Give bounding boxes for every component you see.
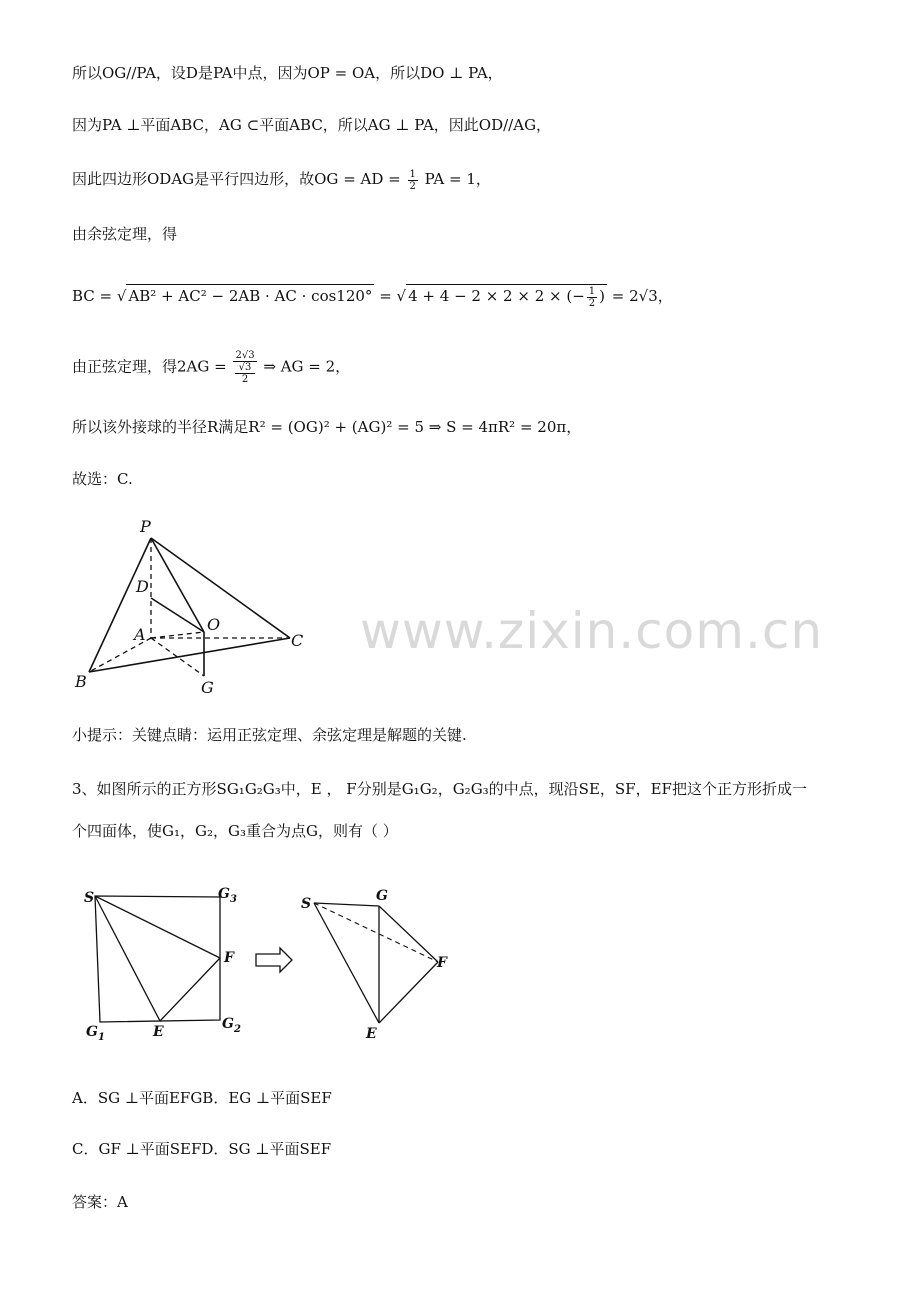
edge-do — [151, 598, 204, 632]
fraction-denominator: 2 — [409, 180, 416, 192]
edge-sf-hidden — [314, 903, 438, 962]
square-sg1g2g3 — [95, 896, 220, 1022]
edge-po — [151, 538, 204, 632]
answer-line: 答案：A — [72, 1193, 128, 1211]
edge-ef — [379, 962, 438, 1023]
fraction-numerator: 1 — [588, 285, 596, 297]
label-g-right: G — [376, 888, 388, 904]
hint-line: 小提示：关键点睛：运用正弦定理、余弦定理是解题的关键. — [72, 726, 467, 744]
edge-se — [314, 903, 379, 1023]
fold-se — [95, 896, 160, 1021]
pyramid-figure — [70, 512, 330, 702]
fraction-half — [408, 169, 418, 192]
sub-fraction-top: √3 — [235, 362, 254, 374]
label-e-left: E — [153, 1024, 164, 1040]
label-s-right: S — [301, 896, 312, 912]
label-g1: $G_1$ — [86, 1024, 105, 1043]
sub-fraction-bottom: 2 — [241, 374, 249, 385]
text-line-3 — [72, 168, 491, 192]
label-b: B — [75, 672, 87, 691]
arrow-right-icon — [256, 948, 292, 972]
text-line-7: 所以该外接球的半径R满足R² = (OG)² + (AG)² = 5 ⇒ S = 4πR² = 20π， — [72, 418, 582, 436]
text-line-answer-choice: 故选：C. — [72, 470, 133, 488]
label-o: O — [207, 615, 221, 634]
label-f-left: F — [224, 950, 234, 966]
radicand-2 — [406, 284, 607, 309]
text-line-1: 所以OG//PA，设D是PA中点，因为OP = OA，所以DO ⊥ PA， — [72, 64, 503, 82]
text-line-3-a: 因此四边形ODAG是平行四边形，故OG = AD = — [72, 170, 401, 188]
formula-cosine-law — [72, 284, 673, 309]
label-f-right: F — [437, 955, 447, 971]
question-3-line-1: 3、如图所示的正方形SG₁G₂G₃中，E ， F分别是G₁G₂，G₂G₃的中点，现沿SE，SF，EF把这个正方形折成一 — [72, 780, 807, 798]
fraction-numerator: 1 — [409, 168, 416, 180]
label-d: D — [136, 577, 149, 596]
label-g2: $G_2$ — [222, 1016, 241, 1035]
text-line-3-b: PA = 1， — [424, 170, 491, 188]
edge-pc — [151, 538, 290, 638]
question-3-line-2: 个四面体，使G₁，G₂，G₃重合为点G，则有（ ） — [72, 822, 398, 840]
fraction-denominator — [233, 362, 256, 385]
fraction-numerator: 2√3 — [235, 350, 255, 361]
fold-sf — [95, 896, 220, 958]
label-s-left: S — [84, 890, 95, 906]
label-p: P — [140, 517, 151, 536]
edge-gf — [379, 906, 438, 962]
label-e-right: E — [366, 1026, 377, 1042]
edge-ao-hidden — [151, 632, 204, 638]
formula-eq: = √ — [374, 287, 407, 305]
fraction-denominator: 2 — [588, 297, 596, 309]
text-line-2: 因为PA ⊥平面ABC，AG ⊂平面ABC，所以AG ⊥ PA，因此OD//AG， — [72, 116, 552, 134]
option-c-d: C．GF ⊥平面SEFD．SG ⊥平面SEF — [72, 1140, 332, 1158]
text-line-4: 由余弦定理，得 — [72, 225, 178, 243]
radicand-2-a: 4 + 4 − 2 × 2 × 2 × (− — [408, 287, 585, 305]
label-g3: $G_3$ — [218, 886, 237, 905]
radicand-1: AB² + AC² − 2AB · AC · cos120° — [126, 284, 374, 307]
fraction-sine — [233, 350, 256, 385]
fold-ef — [160, 958, 220, 1021]
edge-pb — [89, 538, 151, 672]
label-c: C — [291, 631, 304, 650]
label-a: A — [134, 625, 146, 644]
formula-result: = 2√3， — [607, 287, 673, 305]
edge-sg — [314, 903, 379, 906]
option-a-b: A．SG ⊥平面EFGB．EG ⊥平面SEF — [72, 1089, 332, 1107]
sine-law-prefix: 由正弦定理，得2AG = — [72, 357, 227, 376]
sine-law-result: ⇒ AG = 2， — [263, 357, 351, 376]
watermark: www.zixin.com.cn — [360, 602, 824, 660]
label-g: G — [201, 678, 214, 697]
radicand-2-b: ) — [599, 287, 606, 305]
formula-bc-prefix: BC = √ — [72, 287, 127, 305]
formula-sine-law — [72, 350, 350, 385]
fraction-neg-half — [587, 286, 597, 309]
folding-figure — [80, 878, 480, 1058]
